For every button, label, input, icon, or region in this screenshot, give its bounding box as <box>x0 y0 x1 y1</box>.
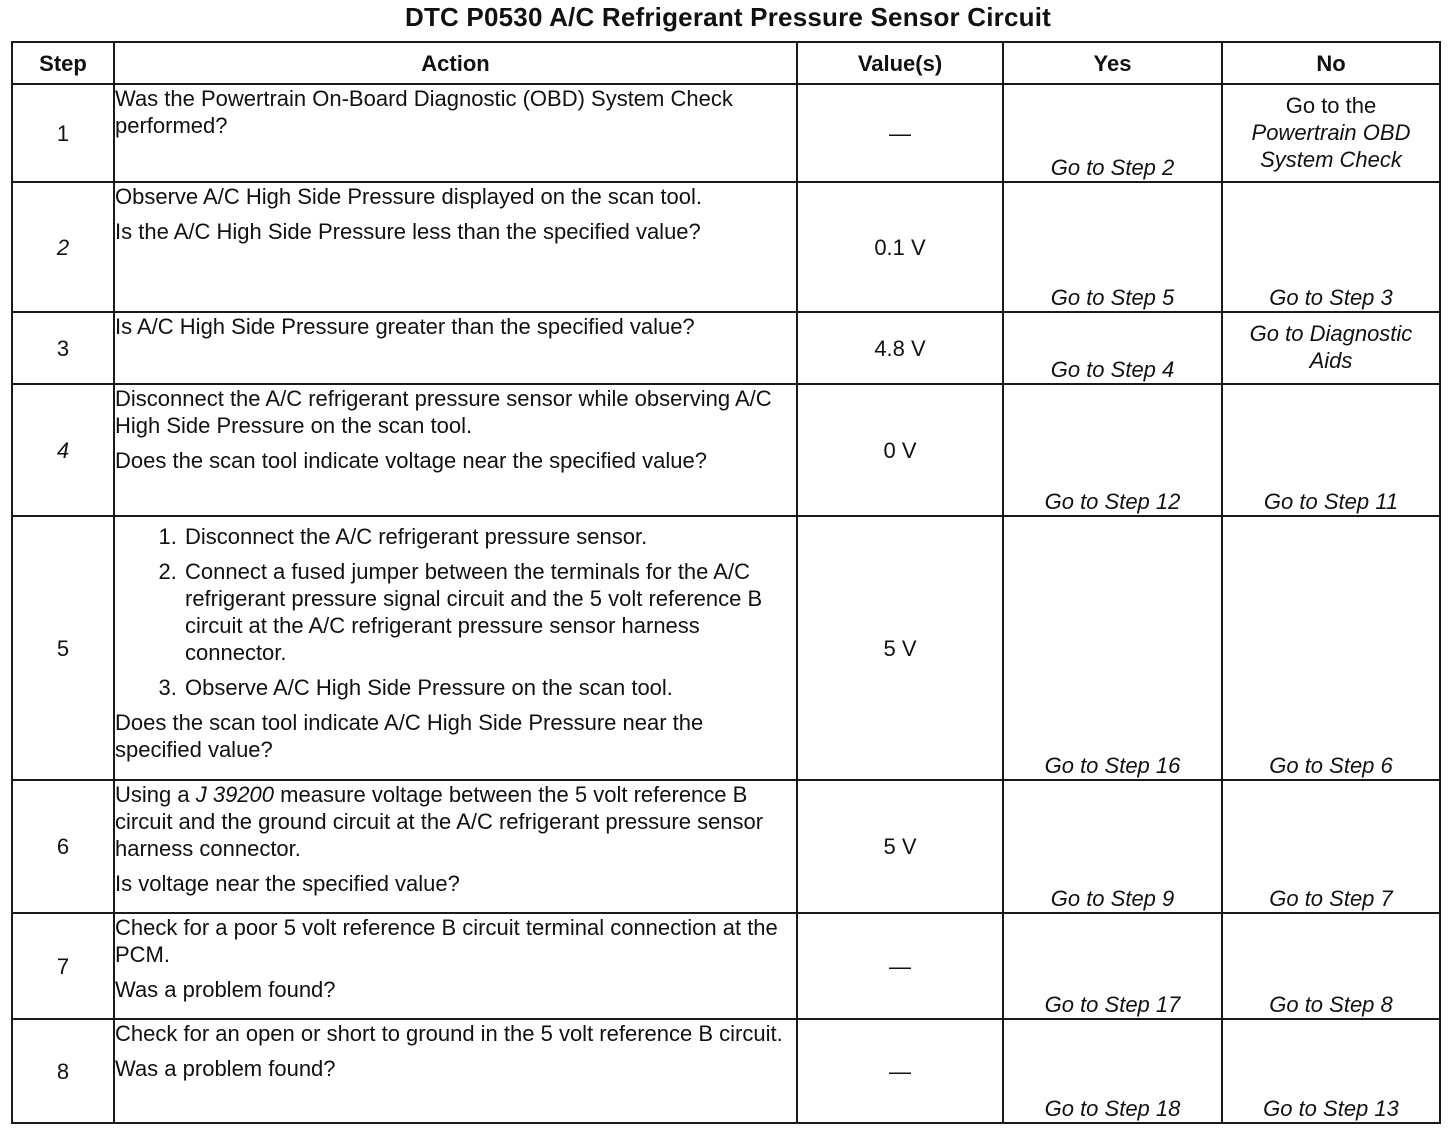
step-number: 6 <box>12 780 114 913</box>
table-header-row <box>12 42 1440 84</box>
value-cell: 4.8 V <box>797 312 1003 384</box>
table-row <box>12 516 1440 780</box>
table-row <box>12 312 1440 384</box>
yes-link[interactable]: Go to Step 5 <box>1003 182 1222 312</box>
no-link[interactable] <box>1222 312 1440 384</box>
header-step: Step <box>12 42 114 84</box>
no-link[interactable] <box>1222 84 1440 182</box>
value-cell: — <box>797 1019 1003 1123</box>
yes-link[interactable]: Go to Step 16 <box>1003 516 1222 780</box>
action-cell <box>114 780 797 913</box>
step-number: 4 <box>12 384 114 516</box>
no-link[interactable]: Go to Step 6 <box>1222 516 1440 780</box>
value-cell: 5 V <box>797 516 1003 780</box>
no-link[interactable]: Go to Step 7 <box>1222 780 1440 913</box>
yes-link[interactable]: Go to Step 4 <box>1003 312 1222 384</box>
value-cell: 0 V <box>797 384 1003 516</box>
action-text: Observe A/C High Side Pressure displayed on the scan tool. <box>115 184 702 209</box>
yes-link[interactable]: Go to Step 17 <box>1003 913 1222 1019</box>
no-link[interactable]: Go to Step 11 <box>1222 384 1440 516</box>
action-cell <box>114 913 797 1019</box>
table-row <box>12 182 1440 312</box>
page-title: DTC P0530 A/C Refrigerant Pressure Sensor Circuit <box>404 2 1052 32</box>
action-cell <box>114 1019 797 1123</box>
value-cell: — <box>797 84 1003 182</box>
action-cell <box>114 182 797 312</box>
header-values: Value(s) <box>797 42 1003 84</box>
action-question: Does the scan tool indicate A/C High Side Pressure near the specified value? <box>115 710 704 762</box>
value-cell: 5 V <box>797 780 1003 913</box>
action-question: Is voltage near the specified value? <box>115 871 460 896</box>
action-cell <box>114 84 797 182</box>
no-link[interactable]: Go to Step 8 <box>1222 913 1440 1019</box>
action-text: Disconnect the A/C refrigerant pressure sensor while observing A/C High Side Pressure on the scan tool. <box>115 386 772 438</box>
no-link-target[interactable]: Powertrain OBD System Check <box>1251 120 1411 172</box>
value-cell: — <box>797 913 1003 1019</box>
step-number: 2 <box>12 182 114 312</box>
table-row <box>12 780 1440 913</box>
table-row <box>12 913 1440 1019</box>
action-text: Was the Powertrain On-Board Diagnostic (OBD) System Check performed? <box>115 86 733 138</box>
action-text: Check for a poor 5 volt reference B circuit terminal connection at the PCM. <box>115 915 778 967</box>
action-question: Is the A/C High Side Pressure less than the specified value? <box>115 219 701 244</box>
no-link[interactable]: Go to Step 3 <box>1222 182 1440 312</box>
action-text-post: measure voltage between the 5 volt reference B circuit and the ground circuit at the A/C refrigerant pressure sensor harness connector. <box>115 782 764 861</box>
step-number: 3 <box>12 312 114 384</box>
step-number: 1 <box>12 84 114 182</box>
table-row <box>12 384 1440 516</box>
action-cell <box>114 516 797 780</box>
list-item: 1. Disconnect the A/C refrigerant pressure sensor. <box>183 523 796 550</box>
yes-link[interactable]: Go to Step 2 <box>1003 84 1222 182</box>
no-link-text[interactable]: Go to Diagnostic Aids <box>1249 321 1413 373</box>
yes-link[interactable]: Go to Step 9 <box>1003 780 1222 913</box>
yes-link[interactable]: Go to Step 12 <box>1003 384 1222 516</box>
header-yes: Yes <box>1003 42 1222 84</box>
action-text <box>115 781 796 862</box>
table-row <box>12 1019 1440 1123</box>
step-number: 7 <box>12 913 114 1019</box>
diagnostic-table <box>11 41 1441 1124</box>
header-no: No <box>1222 42 1440 84</box>
step-number: 8 <box>12 1019 114 1123</box>
list-item: 3. Observe A/C High Side Pressure on the scan tool. <box>183 674 796 701</box>
yes-link[interactable]: Go to Step 18 <box>1003 1019 1222 1123</box>
action-text: Check for an open or short to ground in the 5 volt reference B circuit. <box>115 1021 783 1046</box>
list-item: 2. Connect a fused jumper between the terminals for the A/C refrigerant pressure signal circuit and the 5 volt reference B circuit at the A/C refrigerant pressure sensor harness connector. <box>183 558 796 666</box>
header-action: Action <box>114 42 797 84</box>
action-question: Was a problem found? <box>115 977 336 1002</box>
action-text-pre: Using a <box>115 782 190 807</box>
action-cell <box>114 384 797 516</box>
no-link-prefix: Go to the <box>1285 93 1377 118</box>
action-question: Was a problem found? <box>115 1056 336 1081</box>
action-text: Is A/C High Side Pressure greater than the specified value? <box>115 314 695 339</box>
step-number: 5 <box>12 516 114 780</box>
action-cell <box>114 312 797 384</box>
no-link[interactable]: Go to Step 13 <box>1222 1019 1440 1123</box>
tool-reference: J 39200 <box>195 782 275 807</box>
value-cell: 0.1 V <box>797 182 1003 312</box>
action-steps-list <box>115 523 796 701</box>
table-row <box>12 84 1440 182</box>
action-question: Does the scan tool indicate voltage near the specified value? <box>115 448 707 473</box>
